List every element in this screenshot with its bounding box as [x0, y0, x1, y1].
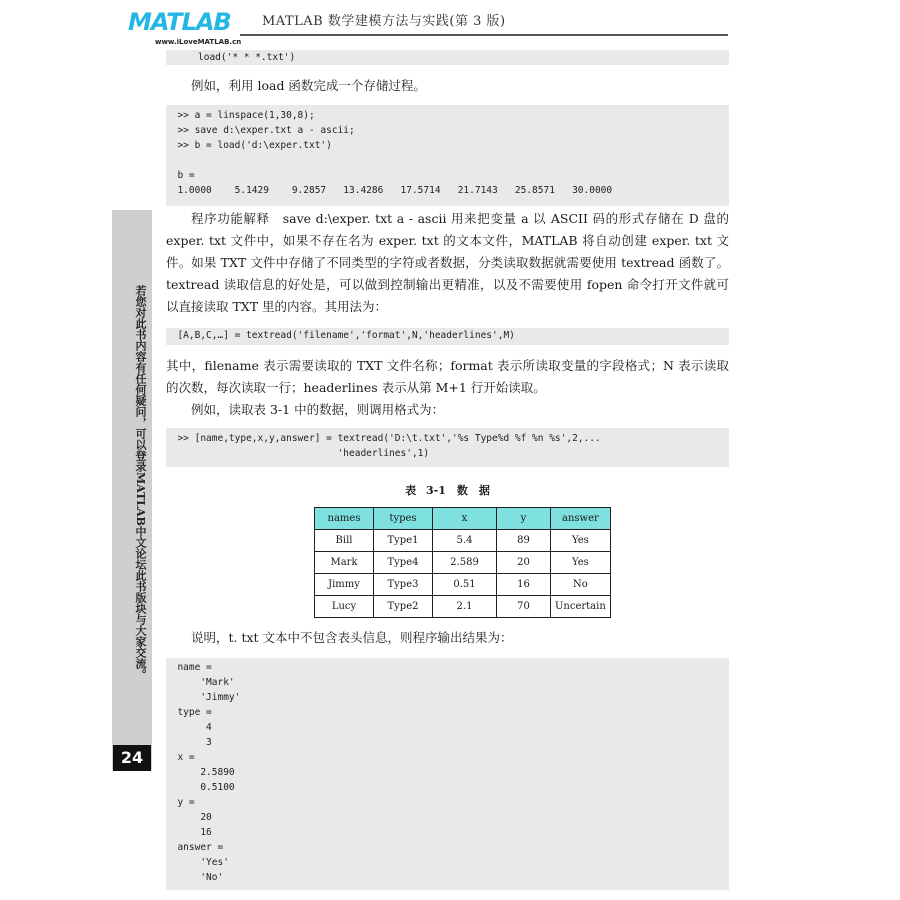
- table-cell: Uncertain: [551, 596, 611, 618]
- paragraph-explanation: 程序功能解释 save d:\exper. txt a - ascii 用来把变量 a 以 ASCII 码的形式存储在 D 盘的 exper. txt 文件中，如果不存在名为 exper. txt 的文本文件，MATLAB 将自动创建 exper. txt 文件。如果 TXT 文件中存储了不同类型的字符或者数据，分类读取数据就需要使用 textread 函数了。textread 读取信息的好处是，可以做到控制输出更精准，以及不需要使用 fopen 命令打开文件就可以直接读取 TXT 里的内容。其用法为：: [166, 211, 729, 314]
- table-caption: 表 3-1 数 据: [405, 484, 490, 497]
- paragraph-output-note: 说明，t. txt 文本中不包含表头信息，则程序输出结果为：: [191, 630, 513, 645]
- table-cell: Lucy: [315, 596, 374, 618]
- table-cell: 2.589: [433, 552, 497, 574]
- table-row: [315, 574, 611, 596]
- table-cell: Bill: [315, 530, 374, 552]
- table-cell: Mark: [315, 552, 374, 574]
- code-block-output: name = 'Mark' 'Jimmy' type = 4 3 x = 2.5890 0.5100 y = 20 16 answer = 'Yes' 'No': [166, 658, 729, 890]
- paragraph-params: 其中，filename 表示需要读取的 TXT 文件名称；format 表示所读取变量的字段格式；N 表示读取的次数，每次读取一行；headerlines 表示从第 M+1 行开始读取。: [166, 358, 729, 395]
- data-table: [314, 507, 611, 618]
- table-header-cell: names: [315, 508, 374, 530]
- table-cell: Type3: [374, 574, 433, 596]
- table-row: [315, 530, 611, 552]
- table-cell: 5.4: [433, 530, 497, 552]
- paragraph-example-load: 例如，利用 load 函数完成一个存储过程。: [191, 78, 426, 93]
- page-number: 24: [113, 745, 151, 771]
- logo-wordmark: MATLAB: [128, 8, 231, 36]
- table-header-cell: types: [374, 508, 433, 530]
- table-cell: Yes: [551, 530, 611, 552]
- paragraph-example-table: 例如，读取表 3-1 中的数据，则调用格式为：: [191, 402, 445, 417]
- code-block-save: >> a = linspace(1,30,8); >> save d:\exper.txt a - ascii; >> b = load('d:\exper.txt') b = 1.0000 5.1429 9.2857 13.4286 17.5714 21.7143 25.8571 30.0000: [166, 105, 729, 206]
- logo-url: www.iLoveMATLAB.cn: [155, 38, 242, 46]
- table-row: [315, 552, 611, 574]
- table-cell: Type4: [374, 552, 433, 574]
- table-cell: 89: [497, 530, 551, 552]
- book-title: MATLAB 数学建模方法与实践(第 3 版): [262, 14, 506, 29]
- table-header-cell: x: [433, 508, 497, 530]
- table-cell: Type2: [374, 596, 433, 618]
- table-cell: 20: [497, 552, 551, 574]
- code-block-textread-call: >> [name,type,x,y,answer] = textread('D:\t.txt','%s Type%d %f %n %s',2,... 'headerlines',1): [166, 428, 729, 467]
- side-margin-note: 若您对此书内容有任何疑问，可以登录MATLAB中文论坛此书版块与大家交流。: [134, 285, 147, 680]
- matlab-logo: [128, 8, 242, 48]
- table-cell: 16: [497, 574, 551, 596]
- code-block-load: load('* * *.txt'): [166, 50, 729, 65]
- table-cell: Type1: [374, 530, 433, 552]
- table-row: [315, 596, 611, 618]
- table-cell: 70: [497, 596, 551, 618]
- table-cell: 0.51: [433, 574, 497, 596]
- code-block-textread-syntax: [A,B,C,…] = textread('filename','format',N,'headerlines',M): [166, 328, 729, 345]
- table-header-cell: answer: [551, 508, 611, 530]
- table-cell: No: [551, 574, 611, 596]
- table-cell: 2.1: [433, 596, 497, 618]
- table-cell: Jimmy: [315, 574, 374, 596]
- table-cell: Yes: [551, 552, 611, 574]
- table-header-cell: y: [497, 508, 551, 530]
- header-divider: [240, 34, 728, 36]
- table-header-row: [315, 508, 611, 530]
